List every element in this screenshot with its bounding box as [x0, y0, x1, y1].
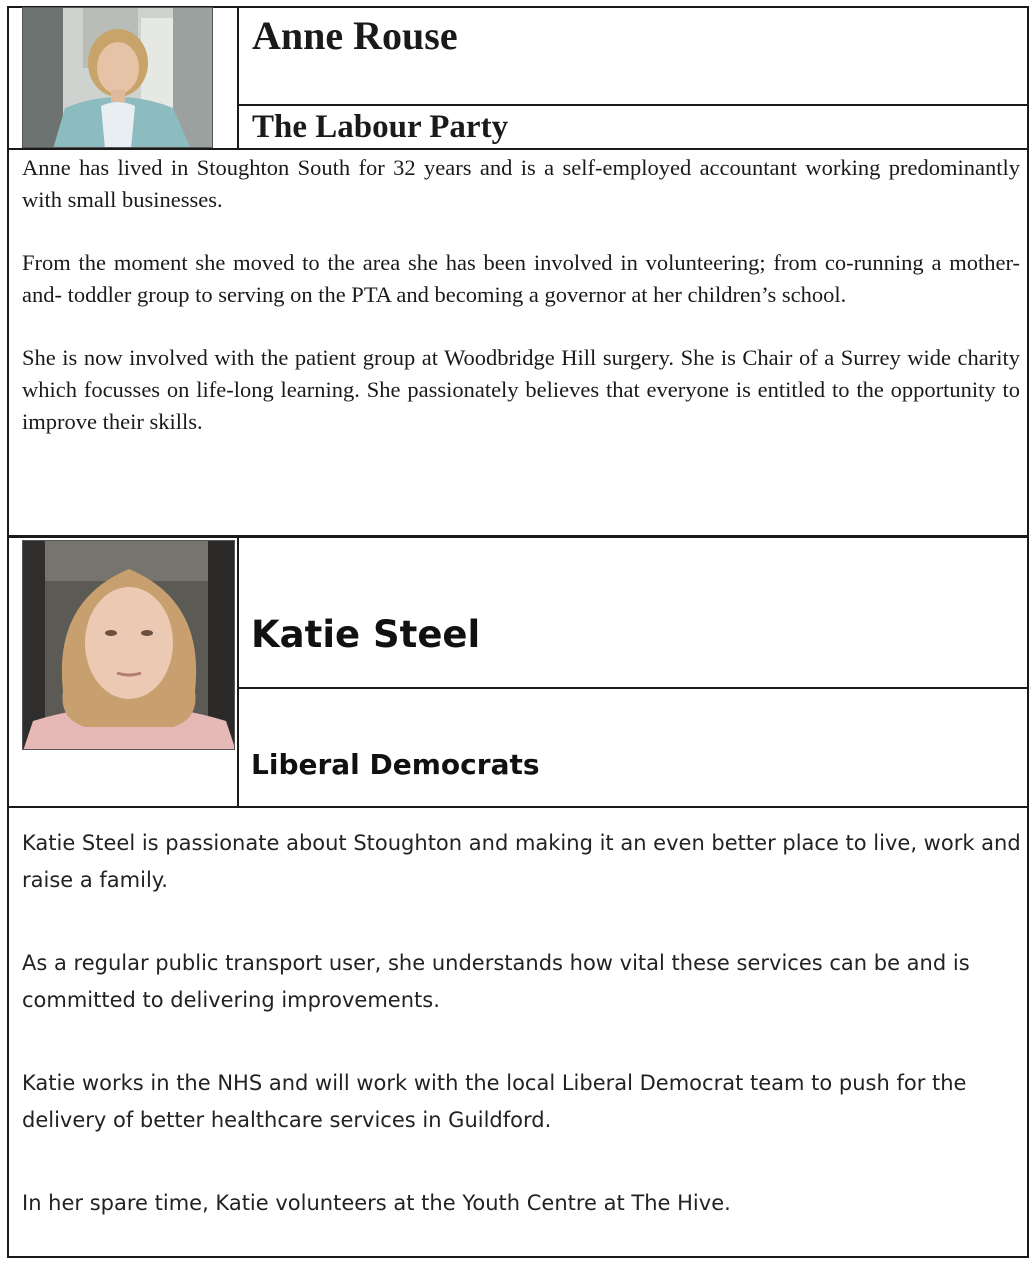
candidate-bio — [22, 152, 1020, 469]
bio-paragraph: Anne has lived in Stoughton South for 32 years and is a self-employed accountant working predominantly with small businesses. — [22, 155, 1020, 212]
candidate-photo-anne-rouse — [22, 7, 213, 148]
divider — [7, 148, 1029, 150]
bio-paragraph: Katie Steel is passionate about Stoughton and making it an even better place to live, work and raise a family. — [22, 831, 1021, 892]
divider — [7, 535, 1029, 538]
portrait-photo-icon — [23, 8, 213, 148]
portrait-photo-icon — [23, 541, 235, 750]
candidate-bio — [22, 825, 1022, 1268]
candidate-photo-katie-steel — [22, 540, 235, 750]
bio-paragraph: From the moment she moved to the area she has been involved in volunteering; from co-running a mother-and- toddler group to serving on the PTA and becoming a governor at her children’s school. — [22, 250, 1020, 307]
candidate-name: Anne Rouse — [252, 13, 458, 58]
divider — [237, 537, 239, 807]
candidate-name: Katie Steel — [251, 613, 481, 656]
divider — [237, 687, 1029, 689]
bio-paragraph: As a regular public transport user, she understands how vital these services can be and is committed to delivering improvements. — [22, 951, 970, 1012]
candidate-party: Liberal Democrats — [251, 748, 540, 781]
divider — [7, 806, 1029, 808]
bio-paragraph: Katie works in the NHS and will work with the local Liberal Democrat team to push for the delivery of better healthcare services in Guildford. — [22, 1071, 967, 1132]
bio-paragraph: In her spare time, Katie volunteers at the Youth Centre at The Hive. — [22, 1191, 731, 1215]
candidate-party: The Labour Party — [252, 109, 509, 145]
divider — [237, 6, 239, 149]
bio-paragraph: She is now involved with the patient group at Woodbridge Hill surgery. She is Chair of a Surrey wide charity which focusses on life-long learning. She passionately believes that everyone is entitled to the opportunity to improve their skills. — [22, 345, 1020, 434]
divider — [237, 104, 1029, 106]
